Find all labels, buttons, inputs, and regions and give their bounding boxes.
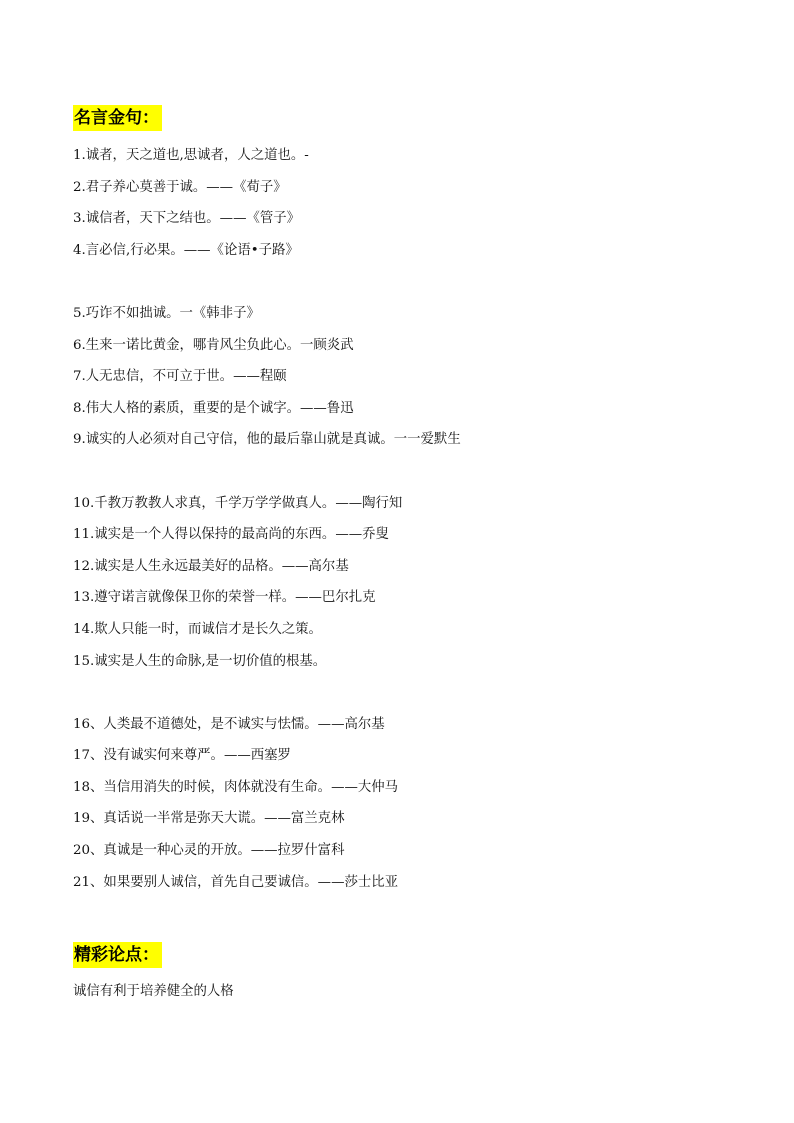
blank-line — [73, 461, 733, 482]
quote-line: 21、如果要别人诚信，首先自己要诚信。——莎士比亚 — [73, 874, 399, 890]
quote-line: 15.诚实是人生的命脉,是一切价值的根基。 — [73, 653, 327, 669]
quote-line: 8.伟大人格的素质，重要的是个诚字。——鲁迅 — [73, 400, 354, 416]
arguments-heading: 精彩论点： — [73, 942, 162, 968]
quote-line: 10.千教万教教人求真，千学万学学做真人。——陶行知 — [73, 495, 403, 511]
quote-line: 18、当信用消失的时候，肉体就没有生命。——大仲马 — [73, 779, 399, 795]
argument-text: 诚信有利于培养健全的人格 — [73, 984, 234, 999]
quote-line: 12.诚实是人生永远最美好的品格。——高尔基 — [73, 558, 349, 574]
quote-line: 19、真话说一半常是弥天大谎。——富兰克林 — [73, 811, 345, 827]
quote-line: 20、真诚是一种心灵的开放。——拉罗什富科 — [73, 843, 345, 859]
quotes-heading: 名言金句： — [73, 105, 162, 131]
quote-line: 1.诚者，天之道也,思诚者，人之道也。- — [73, 148, 309, 163]
quote-line: 9.诚实的人必须对自己守信，他的最后靠山就是真诚。一一爱默生 — [73, 432, 461, 448]
quote-line: 5.巧诈不如拙诚。一《韩非子》 — [73, 305, 260, 321]
quote-line: 6.生来一诺比黄金，哪肯风尘负此心。一顾炎武 — [73, 337, 354, 353]
quote-line: 16、人类最不道德处，是不诚实与怯懦。——高尔基 — [73, 716, 385, 732]
quote-line: 11.诚实是一个人得以保持的最高尚的东西。——乔叟 — [73, 527, 389, 543]
quote-line: 3.诚信者，天下之结也。——《管子》 — [73, 211, 301, 227]
blank-line — [73, 271, 733, 292]
quote-line: 7.人无忠信，不可立于世。——程颐 — [73, 369, 287, 385]
quote-line: 14.欺人只能一时，而诚信才是长久之策。 — [73, 621, 322, 637]
quote-line: 17、没有诚实何来尊严。——西塞罗 — [73, 748, 291, 764]
quote-list — [73, 145, 733, 903]
quote-line: 4.言必信,行必果。——《论语•子路》 — [73, 242, 299, 258]
blank-line — [73, 682, 733, 703]
quote-line: 2.君子养心莫善于诚。——《荀子》 — [73, 179, 287, 195]
quote-line: 13.遵守诺言就像保卫你的荣誉一样。——巴尔扎克 — [73, 590, 376, 606]
